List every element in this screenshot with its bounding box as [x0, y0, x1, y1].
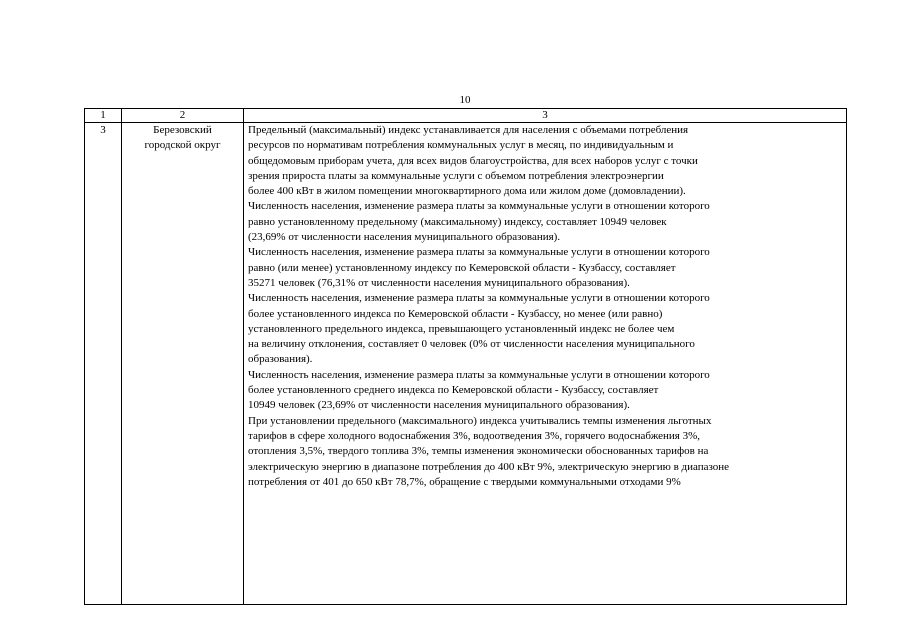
description-line: общедомовым приборам учета, для всех видов благоустройства, для всех наборов услуг с точки — [248, 154, 698, 167]
column-number-1: 1 — [85, 109, 122, 123]
row-number: 3 — [85, 123, 122, 605]
description-line: образования). — [248, 353, 313, 366]
description-line: 35271 человек (76,31% от численности населения муниципального образования). — [248, 276, 630, 289]
description-line: более 400 кВт в жилом помещении многоквартирного дома или жилом доме (домовладении). — [248, 185, 686, 198]
municipality-name-line-2: городской округ — [144, 139, 221, 151]
description-line: равно установленному предельному (максимальному) индексу, составляет 10949 человек — [248, 215, 667, 228]
municipality-name — [122, 123, 244, 605]
description-line: Численность населения, изменение размера платы за коммунальные услуги в отношении которого — [248, 200, 710, 213]
description-line: ресурсов по нормативам потребления коммунальных услуг в месяц, по индивидуальным и — [248, 139, 674, 152]
column-number-3: 3 — [244, 109, 847, 123]
description-line: потребления от 401 до 650 кВт 78,7%, обращение с твердыми коммунальными отходами 9% — [248, 475, 681, 488]
description-line: установленного предельного индекса, превышающего установленный индекс не более чем — [248, 322, 675, 335]
tariff-table — [84, 108, 847, 605]
municipality-name-line-1: Березовский — [153, 124, 212, 136]
description-line: зрения прироста платы за коммунальные услуги с объемом потребления электроэнергии — [248, 169, 664, 182]
description-line: отопления 3,5%, твердого топлива 3%, темпы изменения экономически обоснованных тарифов на — [248, 445, 709, 458]
description-line: (23,69% от численности населения муниципального образования). — [248, 231, 561, 244]
description-line: При установлении предельного (максимального) индекса учитывались темпы изменения льготных — [248, 414, 712, 427]
table-row — [85, 123, 847, 605]
description-line: Численность населения, изменение размера платы за коммунальные услуги в отношении которого — [248, 292, 710, 305]
table-header-row — [85, 109, 847, 123]
description-line: 10949 человек (23,69% от численности населения муниципального образования). — [248, 399, 630, 412]
description-line: более установленного индекса по Кемеровской области - Кузбассу, но менее (или равно) — [248, 307, 663, 320]
index-description — [244, 123, 847, 605]
page-number: 10 — [459, 94, 471, 106]
description-line: Численность населения, изменение размера платы за коммунальные услуги в отношении которого — [248, 368, 710, 381]
column-number-2: 2 — [122, 109, 244, 123]
description-line: более установленного среднего индекса по Кемеровской области - Кузбассу, составляет — [248, 384, 659, 397]
description-line: электрическую энергию в диапазоне потребления до 400 кВт 9%, электрическую энергию в диапазоне — [248, 460, 730, 473]
description-line: тарифов в сфере холодного водоснабжения 3%, водоотведения 3%, горячего водоснабжения 3%, — [248, 429, 701, 442]
description-line: на величину отклонения, составляет 0 человек (0% от численности населения муниципального — [248, 338, 695, 351]
description-line: Численность населения, изменение размера платы за коммунальные услуги в отношении которого — [248, 246, 710, 259]
description-line: равно (или менее) установленному индексу по Кемеровской области - Кузбассу, составляет — [248, 261, 676, 274]
description-line: Предельный (максимальный) индекс устанавливается для населения с объемами потребления — [248, 124, 689, 136]
